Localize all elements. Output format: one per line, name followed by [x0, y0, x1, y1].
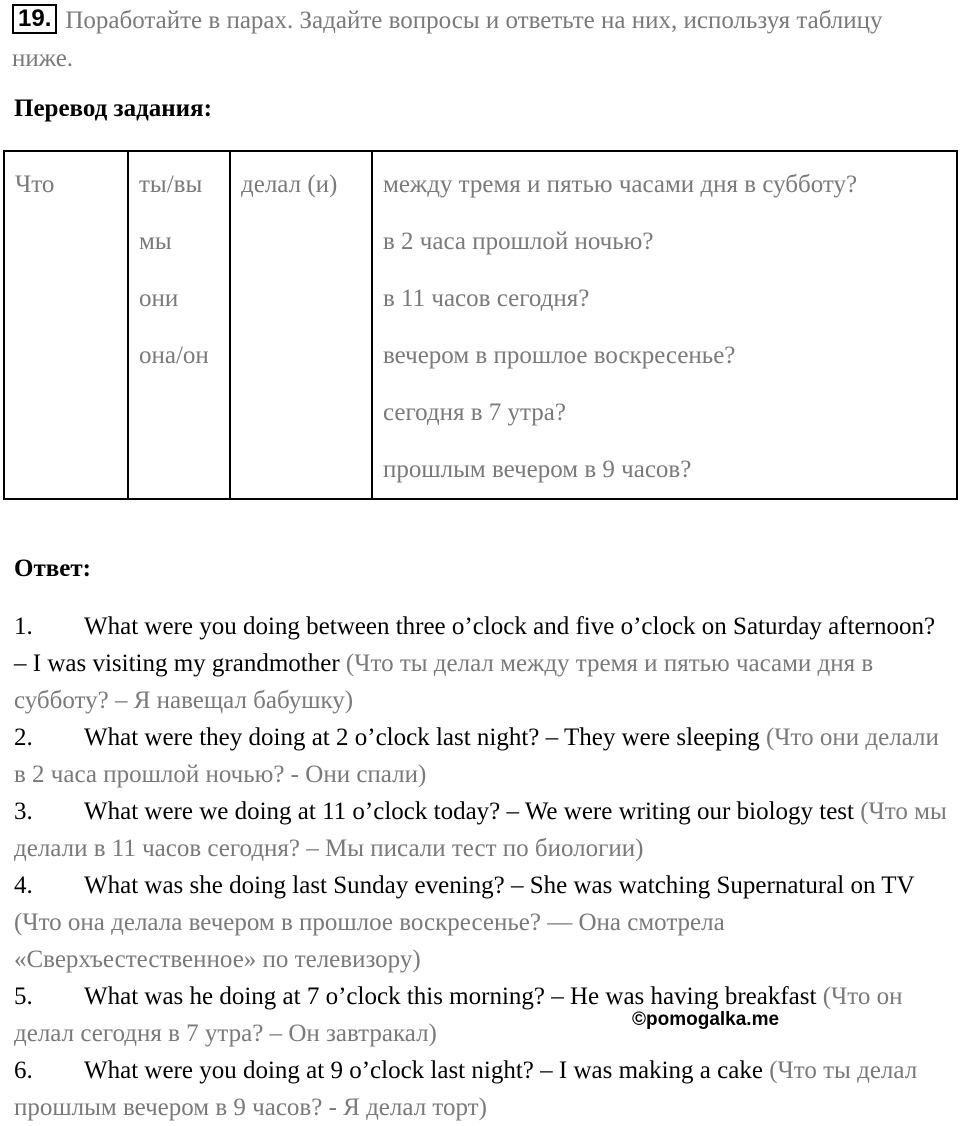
table-cell: сегодня в 7 утра?: [383, 399, 566, 426]
answer-english: What was he doing at 7 o’clock this morning? – He was having breakfast: [84, 983, 817, 1010]
table-cell: прошлым вечером в 9 часов?: [383, 456, 692, 483]
answer-russian: (Что ты делал между тремя и пятью часами дня в субботу? – Я навещал бабушку): [14, 650, 874, 714]
table-cell: в 2 часа прошлой ночью?: [383, 228, 654, 255]
answer-item: [14, 719, 949, 793]
answer-russian: (Что он делал сегодня в 7 утра? – Он завтракал): [14, 983, 903, 1047]
answer-list: [14, 608, 949, 1126]
answer-number: 4.: [14, 872, 33, 899]
table-col-times: [372, 151, 957, 499]
table-cell: в 11 часов сегодня?: [383, 285, 590, 312]
table-cell: ты/вы: [139, 171, 203, 198]
answer-russian: (Что они делали в 2 часа прошлой ночью? - Они спали): [14, 724, 939, 788]
table-col-verb: [230, 151, 372, 499]
table-cell: вечером в прошлое воскресенье?: [383, 342, 736, 369]
answer-number: 3.: [14, 798, 33, 825]
answer-item: [14, 978, 949, 1052]
table-col-question-word: [4, 151, 128, 499]
task-number-badge: 19.: [12, 4, 57, 34]
answer-item: [14, 1052, 949, 1126]
answer-english: What were you doing at 9 o’clock last night? – I was making a cake: [84, 1057, 763, 1084]
answer-russian: (Что она делала вечером в прошлое воскресенье? — Она смотрела «Сверхъестественное» по телевизору): [14, 909, 725, 973]
watermark: ©pomogalka.me: [632, 1009, 780, 1030]
answer-english: What were we doing at 11 o’clock today? – We were writing our biology test: [84, 798, 854, 825]
task-instruction: [12, 2, 942, 78]
table-cell: Что: [15, 171, 55, 198]
answer-russian: (Что мы делали в 11 часов сегодня? – Мы писали тест по биологии): [14, 798, 947, 862]
table-cell: они: [139, 285, 179, 312]
answer-number: 1.: [14, 613, 33, 640]
table-cell: она/он: [139, 342, 209, 369]
answer-english: What was she doing last Sunday evening? – She was watching Supernatural on TV: [84, 872, 915, 899]
table-cell: между тремя и пятью часами дня в субботу?: [383, 171, 858, 198]
answer-number: 5.: [14, 983, 33, 1010]
answer-item: [14, 793, 949, 867]
table-cell: делал (и): [241, 171, 338, 198]
translation-table: [3, 150, 958, 500]
answer-english: What were they doing at 2 o’clock last night? – They were sleeping: [84, 724, 760, 751]
answer-number: 2.: [14, 724, 33, 751]
answer-number: 6.: [14, 1057, 33, 1084]
table-cell: мы: [139, 228, 172, 255]
answer-item: [14, 608, 949, 719]
answer-english: What were you doing between three o’clock and five o’clock on Saturday afternoon? – I was visiting my grandmother: [14, 613, 936, 677]
answer-russian: (Что ты делал прошлым вечером в 9 часов? - Я делал торт): [14, 1057, 918, 1121]
answer-heading: Ответ:: [14, 555, 91, 582]
table-col-subjects: [128, 151, 230, 499]
answer-item: [14, 867, 949, 978]
task-text: Поработайте в парах. Задайте вопросы и ответьте на них, используя таблицу ниже.: [12, 7, 883, 72]
translation-heading: Перевод задания:: [14, 95, 212, 122]
